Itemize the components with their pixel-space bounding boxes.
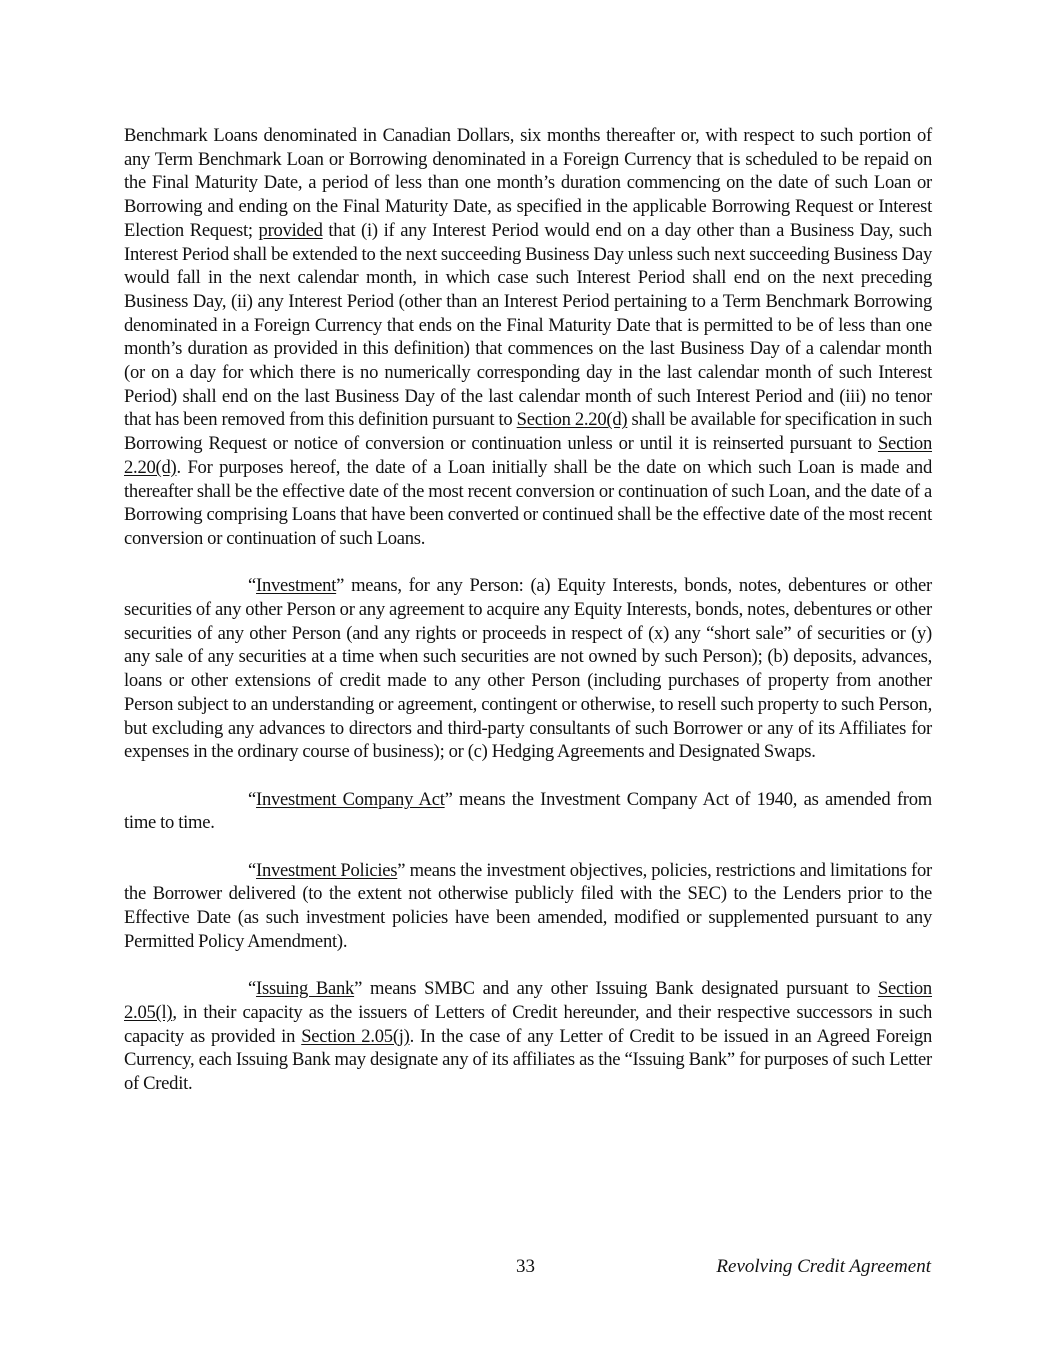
paragraph-text: ” means the investment objectives, policies, restrictions and limitations for the Borrower delivered (to the extent not otherwise publicly filed with the SEC) to the Lenders prior to the Effective Date (as such investment policies have been amended, modified or supplemented pursuant to any Permitted Policy Amendment).: [124, 859, 932, 952]
paragraph-investment-policies: [124, 859, 932, 954]
paragraph-investment: [124, 574, 932, 764]
defined-term-or-reference: provided: [258, 219, 323, 241]
document-title: Revolving Credit Agreement: [716, 1256, 931, 1277]
defined-term-or-reference: Issuing Bank: [256, 978, 355, 1000]
paragraph-text: “: [248, 788, 257, 810]
paragraph-interest-period-continuation: [124, 124, 932, 551]
paragraph-text: , in their capacity as the issuers of Letters of Credit hereunder, and their respective successors in such capacity as provided in: [124, 1001, 932, 1047]
defined-term-or-reference: Investment Policies: [256, 859, 398, 881]
defined-term-or-reference: Investment Company Act: [256, 788, 445, 810]
paragraph-issuing-bank: [124, 977, 932, 1096]
paragraph-text: ” means, for any Person: (a) Equity Interests, bonds, notes, debentures or other securities of any other Person or any agreement to acquire any Equity Interests, bonds, notes, debentures or other securities of any other Person (and any rights or proceeds in respect of (x) any “short sale” of securities or (y) any sale of any securities at a time when such securities are not owned by such Person); (b) deposits, advances, loans or other extensions of credit made to any other Person (including purchases of property from another Person subject to an understanding or agreement, contingent or otherwise, to resell such property to such Person, but excluding any advances to directors and third-party consultants of such Borrower or any of its Affiliates for expenses in the ordinary course of business); or (c) Hedging Agreements and Designated Swaps.: [124, 575, 932, 763]
paragraph-text: Benchmark Loans denominated in Canadian Dollars, six months thereafter or, with respect to such portion of any Term Benchmark Loan or Borrowing denominated in a Foreign Currency that is scheduled to be repaid on the Final Maturity Date, a period of less than one month’s duration commencing on the date of such Loan or Borrowing and ending on the Final Maturity Date, as specified in the applicable Borrowing Request or Interest Election Request;: [124, 125, 932, 241]
defined-term-or-reference: Section 2.05(j): [301, 1025, 410, 1047]
page-number: 33: [516, 1256, 535, 1277]
defined-term-or-reference: Section 2.20(d): [516, 409, 628, 431]
paragraph-text: that (i) if any Interest Period would end on a day other than a Business Day, such Interest Period shall be extended to the next succeeding Business Day unless such next succeeding Business Day would fall in the next calendar month, in which case such Interest Period shall end on the next preceding Business Day, (ii) any Interest Period (other than an Interest Period pertaining to a Term Benchmark Borrowing denominated in a Foreign Currency that ends on the Final Maturity Date that is permitted to be of less than one month’s duration as provided in this definition) that commences on the last Business Day of a calendar month (or on a day for which there is no numerically corresponding day in the last calendar month of such Interest Period) shall end on the last Business Day of the last calendar month of such Interest Period and (iii) no tenor that has been removed from this definition pursuant to: [124, 219, 932, 431]
paragraph-text: “: [248, 859, 257, 881]
paragraph-text: “: [248, 575, 257, 597]
paragraph-investment-company-act: [124, 788, 932, 835]
paragraph-text: “: [248, 978, 257, 1000]
paragraph-text: ” means the Investment Company Act of 1940, as amended from time to time.: [124, 788, 932, 834]
document-body: [124, 124, 932, 1119]
paragraph-text: shall be available for specification in such Borrowing Request or notice of conversion or continuation unless or until it is reinserted pursuant to: [124, 409, 933, 455]
paragraph-text: . For purposes hereof, the date of a Loan initially shall be the date on which such Loan is made and thereafter shall be the effective date of the most recent conversion or continuation of such Loan, and the date of a Borrowing comprising Loans that have been converted or continued shall be the effective date of the most recent conversion or continuation of such Loans.: [124, 456, 932, 549]
paragraph-text: ” means SMBC and any other Issuing Bank designated pursuant to: [354, 978, 878, 1000]
paragraph-text: . In the case of any Letter of Credit to be issued in an Agreed Foreign Currency, each Issuing Bank may designate any of its affiliates as the “Issuing Bank” for purposes of such Letter of Credit.: [124, 1025, 932, 1095]
defined-term-or-reference: Section 2.05(l): [124, 978, 932, 1023]
defined-term-or-reference: Investment: [256, 575, 337, 597]
defined-term-or-reference: Section 2.20(d): [124, 433, 932, 478]
